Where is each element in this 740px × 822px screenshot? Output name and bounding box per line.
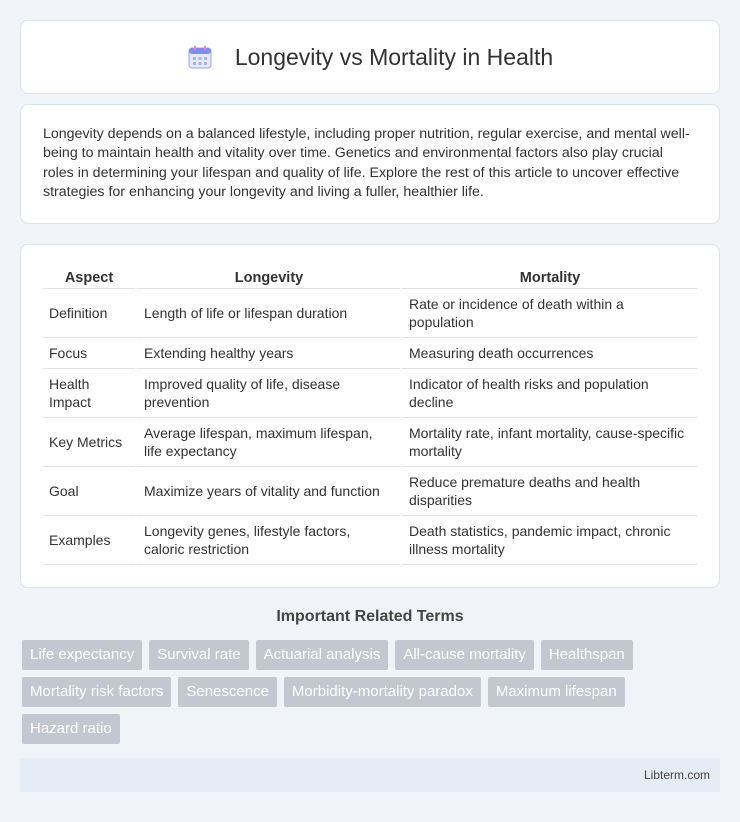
table-cell-aspect: Examples: [43, 516, 135, 565]
table-row: [43, 467, 697, 516]
table-cell-aspect: Focus: [43, 338, 135, 369]
related-terms-title: Important Related Terms: [276, 608, 464, 625]
table-row: [43, 516, 697, 565]
related-term-tag[interactable]: Morbidity-mortality paradox: [284, 677, 481, 707]
table-cell-mortality: Reduce premature deaths and health disparities: [400, 467, 697, 516]
table-cell-aspect: Key Metrics: [43, 418, 135, 467]
related-term-tag[interactable]: Mortality risk factors: [22, 677, 171, 707]
related-terms-list: [22, 640, 722, 744]
related-term-tag[interactable]: Healthspan: [541, 640, 633, 670]
table-cell-mortality: Rate or incidence of death within a population: [400, 289, 697, 338]
intro-card: [20, 104, 720, 224]
related-term-tag[interactable]: Maximum lifespan: [488, 677, 625, 707]
comparison-table: [43, 265, 697, 565]
page-title: Longevity vs Mortality in Health: [234, 43, 554, 70]
table-cell-mortality: Indicator of health risks and population decline: [400, 369, 697, 418]
related-term-tag[interactable]: All-cause mortality: [395, 640, 534, 670]
title-card: [20, 20, 720, 94]
intro-paragraph: Longevity depends on a balanced lifestyle, including proper nutrition, regular exercise, and mental well-being to maintain health and vitality over time. Genetics and environmental factors also play crucial roles in determining your lifespan and quality of life. Explore the rest of this article to uncover effective strategies for enhancing your longevity and living a fuller, healthier life.: [43, 126, 690, 200]
table-cell-longevity: Maximize years of vitality and function: [135, 467, 400, 516]
table-cell-aspect: Goal: [43, 467, 135, 516]
table-cell-mortality: Mortality rate, infant mortality, cause-specific mortality: [400, 418, 697, 467]
related-term-tag[interactable]: Senescence: [178, 677, 277, 707]
comparison-table-card: [20, 244, 720, 588]
table-cell-mortality: Measuring death occurrences: [400, 338, 697, 369]
table-cell-aspect: Definition: [43, 289, 135, 338]
footer: [20, 758, 720, 792]
column-header-longevity: Longevity: [135, 265, 400, 289]
table-cell-longevity: Improved quality of life, disease prevention: [135, 369, 400, 418]
related-term-tag[interactable]: Life expectancy: [22, 640, 142, 670]
table-row: [43, 418, 697, 467]
calendar-icon: [187, 44, 213, 70]
table-row: [43, 369, 697, 418]
table-row: [43, 338, 697, 369]
column-header-mortality: Mortality: [400, 265, 697, 289]
related-term-tag[interactable]: Survival rate: [149, 640, 248, 670]
table-cell-longevity: Average lifespan, maximum lifespan, life expectancy: [135, 418, 400, 467]
table-cell-mortality: Death statistics, pandemic impact, chronic illness mortality: [400, 516, 697, 565]
table-cell-longevity: Longevity genes, lifestyle factors, caloric restriction: [135, 516, 400, 565]
footer-site-link[interactable]: Libterm.com: [643, 768, 710, 782]
table-header-row: [43, 265, 697, 289]
table-cell-longevity: Length of life or lifespan duration: [135, 289, 400, 338]
table-cell-aspect: Health Impact: [43, 369, 135, 418]
table-row: [43, 289, 697, 338]
table-cell-longevity: Extending healthy years: [135, 338, 400, 369]
related-term-tag[interactable]: Actuarial analysis: [256, 640, 389, 670]
related-term-tag[interactable]: Hazard ratio: [22, 714, 120, 744]
column-header-aspect: Aspect: [43, 265, 135, 289]
